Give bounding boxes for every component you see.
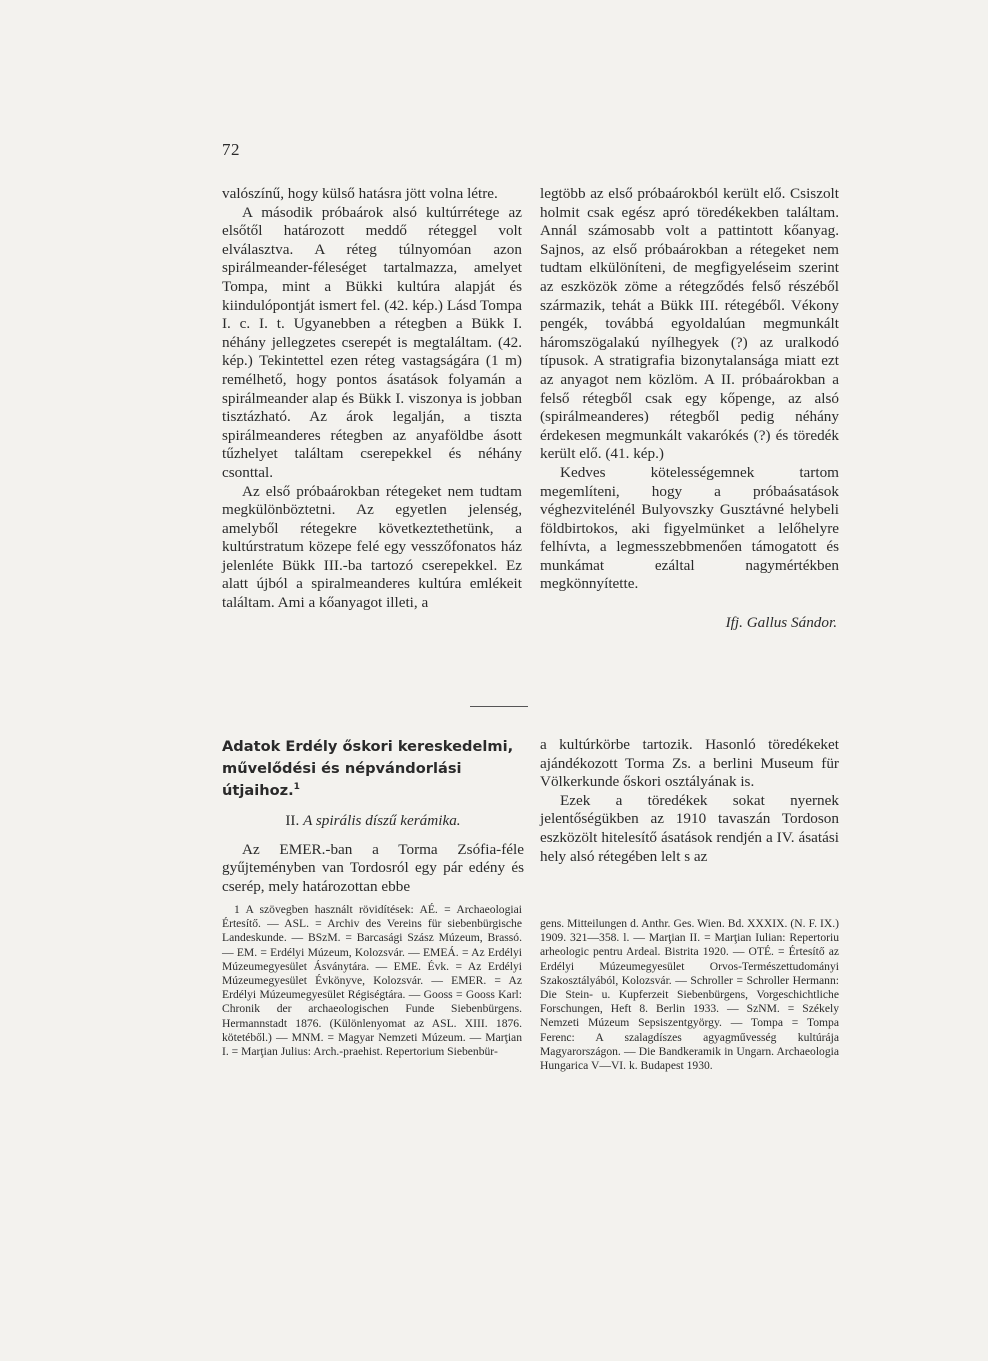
section-title: A spirális díszű kerámika. (303, 812, 461, 829)
footnotes-right (540, 917, 839, 1073)
author-signature: Ifj. Gallus Sándor. (725, 614, 837, 632)
article-title (222, 736, 524, 802)
paragraph: Kedves kötelességemnek tartom megemlíteni, hogy a próbaásatások véghezvitelénél Bulyovszky Gusztávné helybeli földbirtokos, aki figyelmünket a lelőhelyre felhívta, a legmesszebbmenően támogatott és munkámat ezáltal nagymértékben megkönnyítette. (540, 463, 839, 593)
section-number: II. (285, 812, 300, 829)
paragraph: valószínű, hogy külső hatásra jött volna létre. (222, 185, 498, 202)
paragraph: Az első próbaárokban rétegeket nem tudtam megkülönböztetni. Az egyetlen jelenség, amelyből rétegekre következtethetünk, a kultúrstratum közepe felé egy vesszőfonatos ház jelenléte Bükk III.-ba tartozó cserepekkel. Ez alatt újból a spiralmeanderes kultúra emlékeit találtam. Ami a kőanyagot illeti, a (222, 482, 522, 612)
article-left-column (222, 736, 524, 896)
page-number: 72 (222, 140, 240, 159)
footnote-mark: 1 (293, 782, 300, 793)
footnotes-left (222, 903, 522, 1059)
footnote-text: gens. Mitteilungen d. Anthr. Ges. Wien. Bd. XXXIX. (N. F. IX.) 1909. 321—358. l. — Marţian II. = Marţian Iulian: Repertoriu arheologic pentru Ardeal. Bistrita 1920. — OTÉ. = Értesítő az Erdélyi Múzeumegyesület Orvos-Természettudományi Szakosztályából, Kolozsvár. — Schroller = Schroller Hermann: Die Stein- u. Kupferzeit Siebenbürgens, Vorgeschichtliche Forschungen, Heft 8. Berlin 1933. — SzNM. = Székely Nemzeti Múzeum Sepsiszentgyörgy. — Tompa = Tompa Ferenc: A szalagdíszes agyagművesség kultúrája Magyarországon. — Die Bandkeramik in Ungarn. Archaeologia Hungarica V—VI. k. Budapest 1930. (540, 917, 839, 1073)
paragraph: legtöbb az első próbaárokból került elő. Csiszolt holmit csak egész apró töredékekben találtam. Annál számosabb volt a pattintott kőanyag. Sajnos, az első próbaárokban a rétegeket nem tudtam elkülöníteni, de megfigyeléseim szerint az eszközök zöme a rétegződés felső részéből származik, tehát a Bükk III. rétegéből. Vékony pengék, továbbá egyoldalúan megmunkált háromszögalakú nyílhegyek (?) az uralkodó típusok. A stratigrafia bizonytalansága miatt ezt az anyagot nem közlöm. A II. próbaárokban a felső rétegből csak egy kőpenge, az alsó (spirálmeanderes) rétegből pedig néhány érdekesen megmunkált vakarókés (?) és töredék került elő. (41. kép.) (540, 185, 839, 463)
top-left-column (222, 185, 522, 613)
paragraph: Az EMER.-ban a Torma Zsófia-féle gyűjteményben van Tordosról egy pár edény és cserép, mely határozottan ebbe (222, 840, 524, 895)
section-heading (222, 812, 524, 831)
section-divider (470, 706, 528, 707)
paragraph: a kultúrkörbe tartozik. Hasonló töredékeket ajándékozott Torma Zs. a berlini Museum für Völkerkunde őskori osztályának is. (540, 736, 839, 791)
footnote-text: 1 A szövegben használt rövidítések: AÉ. = Archaeologiai Értesítő. — ASL. = Archiv des Vereins für siebenbürgische Landeskunde. — BSzM. = Barcasági Szász Múzeum, Brassó. — EM. = Erdélyi Múzeum, Kolozsvár. — EMEÁ. = Az Erdélyi Múzeumegyesület Ásványtára. — EME. Évk. = Az Erdélyi Múzeumegyesület Évkönyve, Kolozsvár. — EMER. = Az Erdélyi Múzeumegyesület Régiségtára. — Gooss = Gooss Karl: Chronik der archaeologischen Funde Siebenbürgens. Hermannstadt 1876. (Különlenyomat az ASL. XIII. 1876. kötetéből.) — MNM. = Magyar Nemzeti Múzeum. — Marţian I. = Marţian Julius: Arch.-praehist. Repertorium Siebenbür- (222, 903, 522, 1059)
top-right-column (540, 185, 839, 633)
article-title-text: Adatok Erdély őskori kereskedelmi, művelődési és népvándorlási útjaihoz. (222, 738, 514, 799)
paragraph: A második próbaárok alsó kultúrrétege az elsőtől határozott meddő réteggel volt elválasztva. A réteg túlnyomóan azon spirálmeander-féleséget tartalmazza, amelyet Tompa, mint a Bükki kultúra alapját és kiindulópontját ismert fel. (42. kép.) Lásd Tompa I. c. I. t. Ugyanebben a rétegben a Bükk I. néhány jellegzetes cserepét is megtaláltam. (42. kép.) Tekintettel ezen réteg vastagságára (1 m) remélhető, hogy pontos ásatások folyamán a spirálmeander alap és Bükk I. viszonya is jobban tisztázható. Az árok legalján, a tiszta spirálmeanderes rétegben az anyaföldbe ásott tűzhelyet találtam cserepekkel és néhány csonttal. (222, 203, 522, 481)
paragraph: Ezek a töredékek sokat nyernek jelentőségükben az 1910 tavaszán Tordoson eszközölt hitelesítő ásatások rendjén a IV. ásatási hely alsó rétegében lelt s az (540, 791, 839, 865)
article-right-column (540, 736, 839, 866)
